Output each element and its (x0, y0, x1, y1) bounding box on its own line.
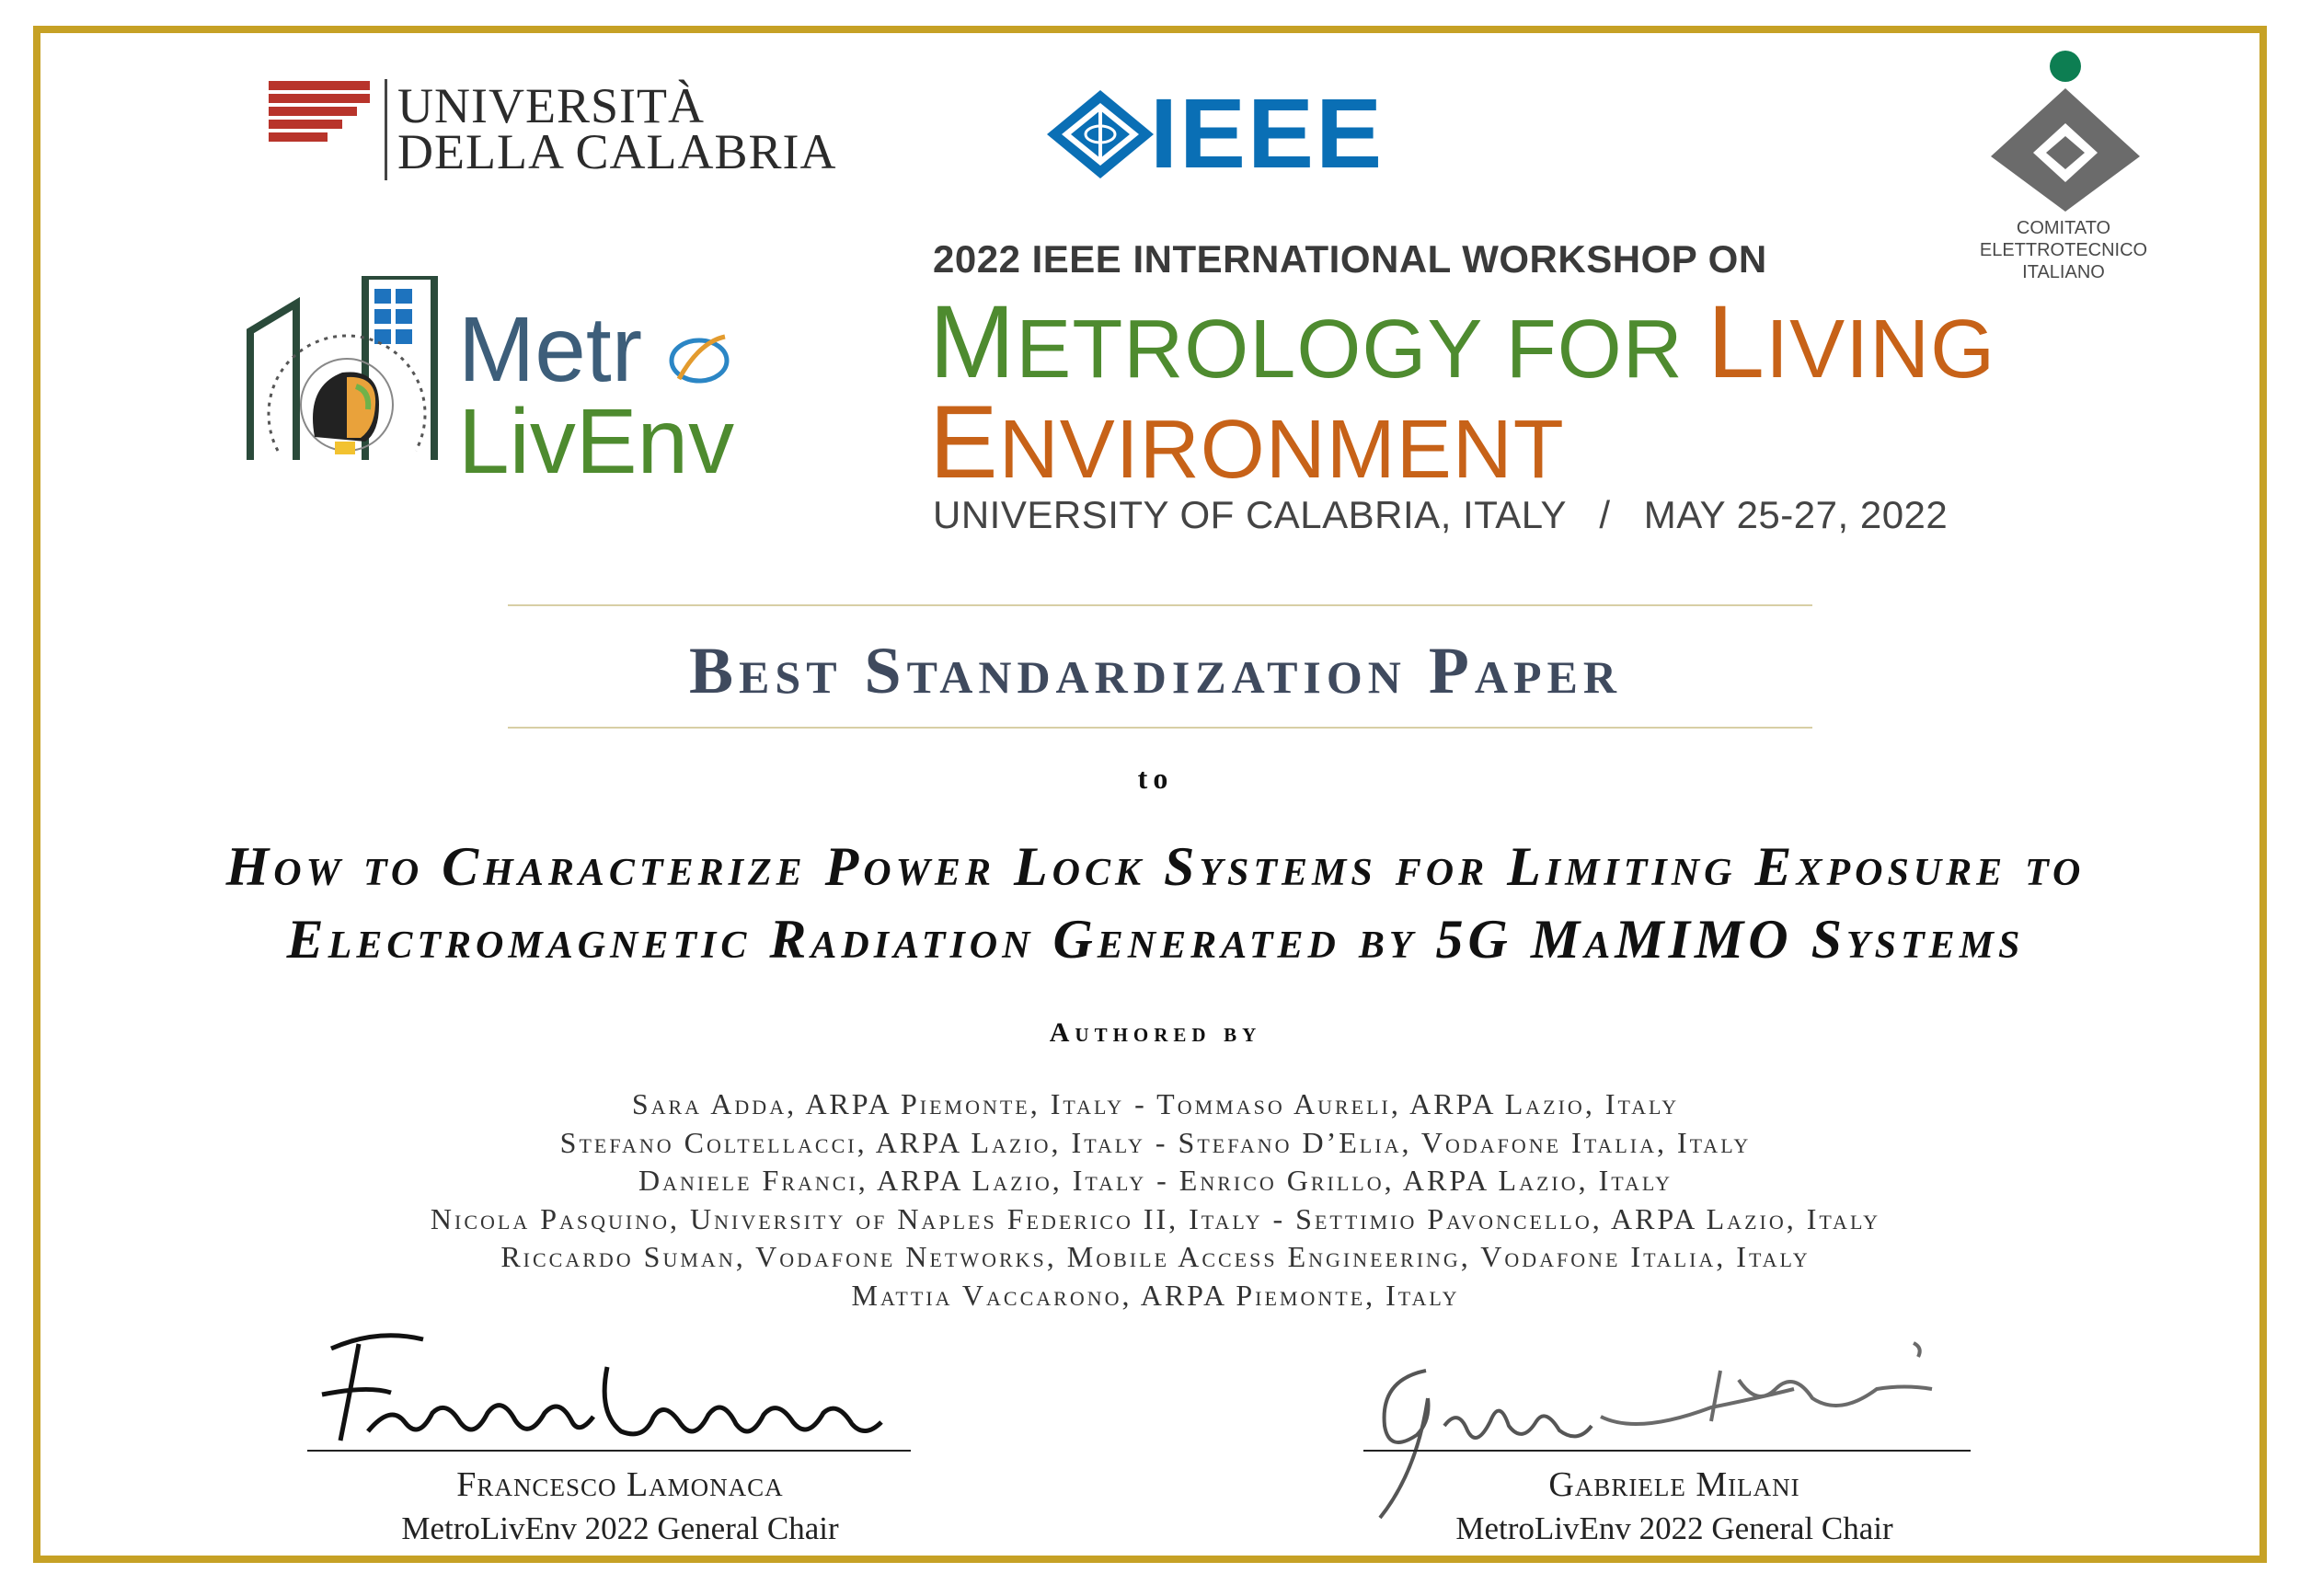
ieee-wordmark: IEEE (1150, 77, 1385, 189)
cei-line2: ELETTROTECNICO (1979, 240, 2148, 260)
livenv-word: LivEnv (458, 390, 735, 493)
title-letter-e: E (929, 385, 999, 499)
signer-left-role: MetroLivEnv 2022 General Chair (401, 1510, 839, 1546)
building-gauge-head-icon (241, 276, 453, 478)
award-top-rule (508, 604, 1812, 606)
location-separator: / (1599, 493, 1611, 536)
signature-line-left (307, 1450, 911, 1452)
infinity-swirl-icon (662, 324, 736, 397)
author-line: Riccardo Suman, Vodafone Networks, Mobile Access Engineering, Vodafone Italia, Italy (500, 1240, 1811, 1273)
unical-line1: UNIVERSITÀ (397, 78, 705, 133)
author-line: Nicola Pasquino, University of Naples Federico II, Italy - Settimio Pavoncello, ARPA Lazio, Italy (430, 1201, 1881, 1235)
signature-line-right (1363, 1450, 1971, 1452)
metro-word: Metr (458, 298, 642, 401)
author-line: Mattia Vaccarono, ARPA Piemonte, Italy (851, 1278, 1460, 1312)
signer-left-name: Francesco Lamonaca (456, 1465, 784, 1504)
signer-right-role: MetroLivEnv 2022 General Chair (1455, 1510, 1893, 1546)
signature-left-image (304, 1321, 920, 1459)
paper-title-line1: How to Characterize Power Lock Systems for Limiting Exposure to (225, 836, 2086, 897)
title-etrology: ETROLOGY FOR (1016, 304, 1707, 396)
title-iving: IVING (1765, 304, 1996, 396)
award-title: Best Standardization Paper (689, 634, 1622, 707)
unical-divider (385, 79, 387, 180)
workshop-dates: MAY 25-27, 2022 (1643, 493, 1949, 536)
workshop-title-line1 (929, 284, 1996, 401)
workshop-title-line2 (929, 385, 1565, 501)
award-bottom-rule (508, 727, 1812, 729)
cei-diamond-icon (1978, 48, 2153, 213)
cei-line1: COMITATO (2016, 218, 2111, 238)
title-nvironment: NVIRONMENT (998, 404, 1565, 496)
workshop-line: 2022 IEEE INTERNATIONAL WORKSHOP ON (933, 237, 1767, 281)
author-line: Sara Adda, ARPA Piemonte, Italy - Tommaso Aureli, ARPA Lazio, Italy (631, 1087, 1680, 1120)
award-to: to (1137, 762, 1174, 795)
ieee-diamond-icon (1045, 88, 1156, 180)
title-letter-m: M (929, 284, 1017, 399)
author-line: Stefano Coltellacci, ARPA Lazio, Italy - Stefano D’Elia, Vodafone Italia, Italy (559, 1125, 1752, 1159)
paper-title-line2: Electromagnetic Radiation Generated by 5G MaMIMO Systems (286, 909, 2025, 970)
signer-right-name: Gabriele Milani (1548, 1465, 1800, 1504)
workshop-location: UNIVERSITY OF CALABRIA, ITALY (933, 493, 1567, 536)
authored-by-label: Authored by (1049, 1017, 1262, 1048)
author-list (0, 1085, 2311, 1315)
cei-logo-text (1949, 217, 2179, 283)
author-line: Daniele Franci, ARPA Lazio, Italy - Enrico Grillo, ARPA Lazio, Italy (638, 1164, 1673, 1197)
unical-logo-text (397, 78, 837, 179)
title-letter-l: L (1707, 284, 1766, 399)
unical-line2: DELLA CALABRIA (397, 124, 837, 179)
unical-bars-icon (269, 81, 370, 145)
workshop-location-dates (933, 493, 1948, 537)
cei-line3: ITALIANO (2022, 262, 2105, 282)
